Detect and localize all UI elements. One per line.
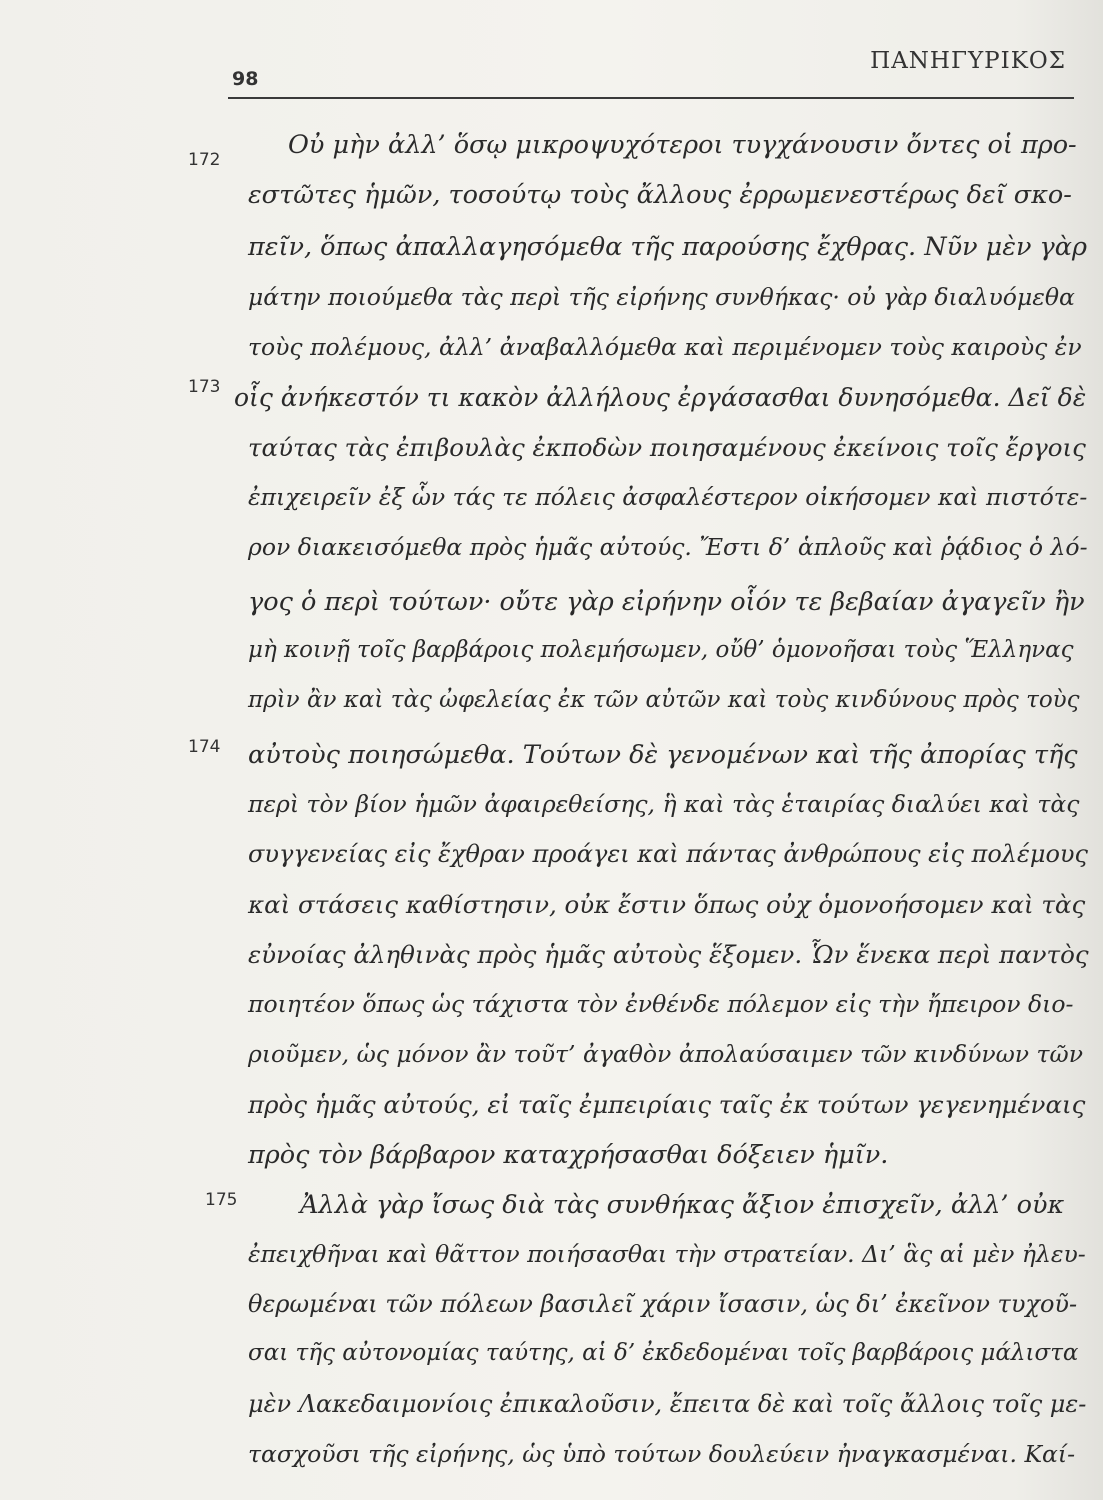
section-number: 175 [205, 1190, 238, 1210]
text-line: τασχοῦσι τῆς εἰρήνης, ὡς ὑπὸ τούτων δουλεύειν ἠναγκασμέναι. Καί- [248, 1440, 1076, 1468]
text-line: συγγενείας εἰς ἔχθραν προάγει καὶ πάντας ἀνθρώπους εἰς πολέμους [248, 840, 1088, 868]
text-line: πεῖν, ὅπως ἀπαλλαγησόμεθα τῆς παρούσης ἔχθρας. Νῦν μὲν γὰρ [248, 232, 1087, 262]
text-line: ποιητέον ὅπως ὡς τάχιστα τὸν ἐνθένδε πόλεμον εἰς τὴν ἤπειρον διο- [248, 990, 1074, 1018]
text-line: μάτην ποιούμεθα τὰς περὶ τῆς εἰρήνης συνθήκας· οὐ γὰρ διαλυόμεθα [248, 283, 1075, 311]
header-rule [228, 97, 1074, 99]
text-line: σαι τῆς αὐτονομίας ταύτης, αἱ δ’ ἐκδεδομέναι τοῖς βαρβάροις μάλιστα [248, 1340, 1079, 1366]
text-line: μὴ κοινῇ τοῖς βαρβάροις πολεμήσωμεν, οὔθ’ ὁμονοῆσαι τοὺς Ἕλληνας [248, 637, 1074, 663]
text-line: εὐνοίας ἀληθινὰς πρὸς ἡμᾶς αὐτοὺς ἕξομεν. Ὧν ἕνεκα περὶ παντὸς [248, 940, 1089, 969]
section-number: 173 [188, 377, 221, 397]
text-line: εστῶτες ἡμῶν, τοσούτῳ τοὺς ἄλλους ἐρρωμενεστέρως δεῖ σκο- [248, 180, 1072, 210]
text-line: ἐπιχειρεῖν ἐξ ὧν τάς τε πόλεις ἀσφαλέστερον οἰκήσομεν καὶ πιστότε- [248, 483, 1088, 511]
text-line: καὶ στάσεις καθίστησιν, οὐκ ἔστιν ὅπως οὐχ ὁμονοήσομεν καὶ τὰς [248, 890, 1086, 919]
text-line: ἐπειχθῆναι καὶ θᾶττον ποιήσασθαι τὴν στρατείαν. Δι’ ἃς αἱ μὲν ἠλευ- [248, 1240, 1086, 1268]
text-line: ρον διακεισόμεθα πρὸς ἡμᾶς αὐτούς. Ἔστι δ’ ἁπλοῦς καὶ ῥᾴδιος ὁ λό- [248, 533, 1088, 561]
text-line: γος ὁ περὶ τούτων· οὔτε γὰρ εἰρήνην οἷόν τε βεβαίαν ἀγαγεῖν ἢν [248, 587, 1085, 617]
text-line: περὶ τὸν βίον ἡμῶν ἀφαιρεθείσης, ἣ καὶ τὰς ἑταιρίας διαλύει καὶ τὰς [248, 790, 1080, 818]
page-header [228, 40, 1074, 100]
text-line: πρὶν ἂν καὶ τὰς ὠφελείας ἐκ τῶν αὐτῶν καὶ τοὺς κινδύνους πρὸς τοὺς [248, 687, 1080, 713]
text-line: Ἀλλὰ γὰρ ἴσως διὰ τὰς συνθήκας ἄξιον ἐπισχεῖν, ἀλλ’ οὐκ [300, 1190, 1065, 1220]
page-number: 98 [232, 68, 259, 90]
section-number: 172 [188, 150, 221, 170]
text-line: θερωμέναι τῶν πόλεων βασιλεῖ χάριν ἴσασιν, ὡς δι’ ἐκεῖνον τυχοῦ- [248, 1290, 1078, 1318]
text-line: αὐτοὺς ποιησώμεθα. Τούτων δὲ γενομένων καὶ τῆς ἀπορίας τῆς [248, 740, 1078, 770]
text-line: τοὺς πολέμους, ἀλλ’ ἀναβαλλόμεθα καὶ περιμένομεν τοὺς καιροὺς ἐν [248, 333, 1082, 361]
text-line: ριοῦμεν, ὡς μόνον ἂν τοῦτ’ ἀγαθὸν ἀπολαύσαιμεν τῶν κινδύνων τῶν [248, 1040, 1084, 1068]
text-line: μὲν Λακεδαιμονίοις ἐπικαλοῦσιν, ἔπειτα δὲ καὶ τοῖς ἄλλοις τοῖς με- [248, 1390, 1087, 1418]
text-line: πρὸς ἡμᾶς αὐτούς, εἰ ταῖς ἐμπειρίαις ταῖς ἐκ τούτων γεγενημέναις [248, 1090, 1086, 1119]
text-line: οἷς ἀνήκεστόν τι κακὸν ἀλλήλους ἐργάσασθαι δυνησόμεθα. Δεῖ δὲ [234, 383, 1087, 412]
section-number: 174 [188, 737, 221, 757]
running-head: ΠΑΝΗΓΥΡΙΚΟΣ [870, 48, 1066, 74]
text-line: ταύτας τὰς ἐπιβουλὰς ἐκποδὼν ποιησαμένους ἐκείνοις τοῖς ἔργοις [248, 433, 1086, 462]
text-line: Οὐ μὴν ἀλλ’ ὅσῳ μικροψυχότεροι τυγχάνουσιν ὄντες οἱ προ- [288, 130, 1077, 160]
text-line: πρὸς τὸν βάρβαρον καταχρήσασθαι δόξειεν ἡμῖν. [248, 1140, 889, 1170]
